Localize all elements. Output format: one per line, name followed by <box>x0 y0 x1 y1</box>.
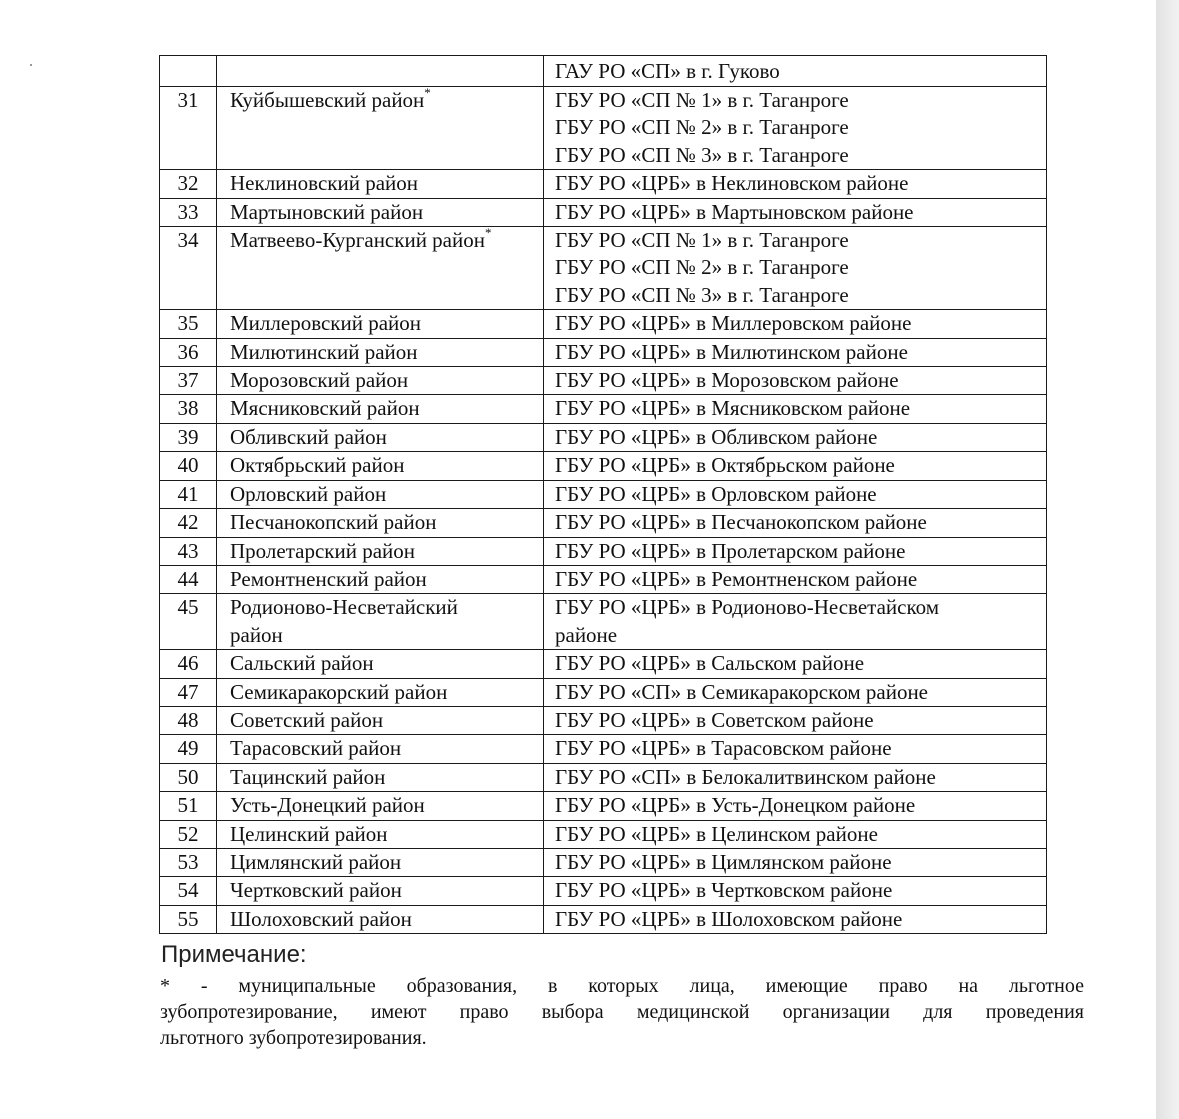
organization-name: ГБУ РО «ЦРБ» в Песчанокопском районе <box>555 510 927 535</box>
organization-name: ГБУ РО «ЦРБ» в Миллеровском районе <box>555 311 912 336</box>
district-name: Пролетарский район <box>230 538 415 563</box>
district-cell <box>217 537 544 565</box>
district-cell <box>217 820 544 848</box>
organization-cell <box>544 367 1047 395</box>
district-name: Советский район <box>230 707 384 732</box>
district-name: Чертковский район <box>230 878 402 903</box>
district-cell <box>217 594 544 650</box>
table-row <box>160 877 1047 905</box>
table-row <box>160 565 1047 593</box>
organization-cell <box>544 565 1047 593</box>
district-name: Ремонтненский район <box>230 566 427 591</box>
organization-name: ГБУ РО «ЦРБ» в Обливском районе <box>555 424 878 449</box>
district-cell <box>217 338 544 366</box>
district-cell <box>217 905 544 933</box>
table-row <box>160 227 1047 310</box>
row-number: 37 <box>160 367 217 395</box>
row-number: 43 <box>160 537 217 565</box>
table-row <box>160 452 1047 480</box>
table-row <box>160 650 1047 678</box>
organization-name: ГБУ РО «ЦРБ» в Октябрьском районе <box>555 453 895 478</box>
district-name: Тарасовский район <box>230 736 402 761</box>
footnote-asterisk: * <box>484 226 492 241</box>
row-number: 31 <box>160 87 217 170</box>
organization-cell <box>544 395 1047 423</box>
organization-name: ГБУ РО «ЦРБ» в Неклиновском районе <box>555 171 909 196</box>
district-name: Орловский район <box>230 481 387 506</box>
district-cell <box>217 198 544 226</box>
district-name: Тацинский район <box>230 764 386 789</box>
organization-name: ГБУ РО «ЦРБ» в Цимлянском районе <box>555 849 892 874</box>
district-cell <box>217 452 544 480</box>
organization-cell <box>544 537 1047 565</box>
district-cell <box>217 565 544 593</box>
table-row <box>160 56 1047 87</box>
organization-name: ГБУ РО «СП» в Белокалитвинском районе <box>555 764 936 789</box>
table-row <box>160 594 1047 650</box>
table-row <box>160 423 1047 451</box>
organization-cell <box>544 452 1047 480</box>
row-number: 54 <box>160 877 217 905</box>
organization-name: ГБУ РО «ЦРБ» в Орловском районе <box>555 481 877 506</box>
district-cell <box>217 678 544 706</box>
organization-name: ГБУ РО «СП № 2» в г. Таганроге <box>555 115 849 140</box>
district-name: Октябрьский район <box>230 453 405 478</box>
organization-name: ГБУ РО «СП № 1» в г. Таганроге <box>555 228 849 253</box>
district-name: Матвеево-Курганский район <box>230 228 485 253</box>
district-name-line: Родионово-Несветайский <box>230 595 458 620</box>
note-line: льготного зубопротезирования. <box>160 1027 427 1049</box>
organization-cell <box>544 87 1047 170</box>
note-text <box>160 973 1084 1051</box>
organization-name: ГБУ РО «ЦРБ» в Морозовском районе <box>555 368 899 393</box>
district-cell <box>217 877 544 905</box>
district-name: Цимлянский район <box>230 849 402 874</box>
organization-cell <box>544 678 1047 706</box>
district-name: Песчанокопский район <box>230 510 437 535</box>
row-number: 35 <box>160 310 217 338</box>
district-cell <box>217 763 544 791</box>
district-cell <box>217 480 544 508</box>
district-name: Куйбышевский район <box>230 88 425 112</box>
row-number: 45 <box>160 594 217 650</box>
row-number: 36 <box>160 338 217 366</box>
organization-name: ГБУ РО «ЦРБ» в Чертковском районе <box>555 878 893 903</box>
table-row <box>160 170 1047 198</box>
row-number: 51 <box>160 792 217 820</box>
district-name-line: район <box>230 622 283 647</box>
row-number: 46 <box>160 650 217 678</box>
row-number: 38 <box>160 395 217 423</box>
organization-cell <box>544 338 1047 366</box>
organization-name: ГБУ РО «СП № 2» в г. Таганроге <box>555 255 849 280</box>
district-cell <box>217 509 544 537</box>
table-row <box>160 480 1047 508</box>
organization-name: ГБУ РО «ЦРБ» в Мясниковском районе <box>555 396 911 421</box>
organization-cell <box>544 763 1047 791</box>
row-number: 32 <box>160 170 217 198</box>
table-row <box>160 678 1047 706</box>
district-name: Обливский район <box>230 424 387 449</box>
district-cell <box>217 395 544 423</box>
organization-name: ГБУ РО «СП № 1» в г. Таганроге <box>555 88 849 112</box>
district-name: Мартыновский район <box>230 199 424 224</box>
footnote-asterisk: * <box>424 86 431 100</box>
table-row <box>160 763 1047 791</box>
district-cell <box>217 423 544 451</box>
table-row <box>160 735 1047 763</box>
note-line: зубопротезирование, имеют право выбора медицинской организации для проведения <box>160 1001 1084 1023</box>
row-number: 52 <box>160 820 217 848</box>
organization-cell <box>544 650 1047 678</box>
organization-cell <box>544 820 1047 848</box>
organization-cell <box>544 480 1047 508</box>
page-edge <box>1156 0 1179 1119</box>
district-cell <box>217 848 544 876</box>
row-number: 44 <box>160 565 217 593</box>
organization-name: ГБУ РО «ЦРБ» в Тарасовском районе <box>555 736 892 761</box>
note-title: Примечание: <box>161 941 307 968</box>
district-name: Семикаракорский район <box>230 679 448 704</box>
organization-name: ГБУ РО «ЦРБ» в Сальском районе <box>555 651 865 676</box>
row-number: 53 <box>160 848 217 876</box>
table-row <box>160 367 1047 395</box>
district-name: Миллеровский район <box>230 311 422 336</box>
table-row <box>160 395 1047 423</box>
district-cell <box>217 650 544 678</box>
organization-cell <box>544 905 1047 933</box>
organization-name: ГАУ РО «СП» в г. Гуково <box>555 59 780 83</box>
district-cell <box>217 170 544 198</box>
district-cell <box>217 56 544 87</box>
organization-cell <box>544 848 1047 876</box>
district-cell <box>217 706 544 734</box>
organization-name: ГБУ РО «ЦРБ» в Усть-Донецком районе <box>555 793 916 818</box>
organization-name: ГБУ РО «ЦРБ» в Советском районе <box>555 707 874 732</box>
district-name: Морозовский район <box>230 368 409 393</box>
district-name: Мясниковский район <box>230 396 420 421</box>
organization-name: ГБУ РО «ЦРБ» в Пролетарском районе <box>555 538 906 563</box>
organization-cell <box>544 310 1047 338</box>
district-name: Неклиновский район <box>230 171 418 196</box>
organization-cell <box>544 170 1047 198</box>
district-name: Целинский район <box>230 821 388 846</box>
row-number: 50 <box>160 763 217 791</box>
row-number: 34 <box>160 227 217 310</box>
table-row <box>160 820 1047 848</box>
organization-cell <box>544 198 1047 226</box>
organization-name: ГБУ РО «СП № 3» в г. Таганроге <box>555 282 849 307</box>
row-number: 40 <box>160 452 217 480</box>
organization-cell <box>544 56 1047 87</box>
table-row <box>160 706 1047 734</box>
row-number <box>160 56 217 87</box>
table-row <box>160 848 1047 876</box>
organization-name: ГБУ РО «ЦРБ» в Шолоховском районе <box>555 906 903 931</box>
organization-name: районе <box>555 622 618 647</box>
organization-cell <box>544 227 1047 310</box>
organization-cell <box>544 594 1047 650</box>
row-number: 41 <box>160 480 217 508</box>
row-number: 49 <box>160 735 217 763</box>
organization-cell <box>544 735 1047 763</box>
organization-name: ГБУ РО «ЦРБ» в Мартыновском районе <box>555 199 914 224</box>
note-line: * - муниципальные образования, в которых лица, имеющие право на льготное <box>160 975 1084 997</box>
table-row <box>160 905 1047 933</box>
row-number: 33 <box>160 198 217 226</box>
table-row <box>160 338 1047 366</box>
district-name: Шолоховский район <box>230 906 412 931</box>
organization-cell <box>544 706 1047 734</box>
row-number: 42 <box>160 509 217 537</box>
district-cell <box>217 792 544 820</box>
table-row <box>160 792 1047 820</box>
district-cell <box>217 735 544 763</box>
organization-cell <box>544 792 1047 820</box>
organization-name: ГБУ РО «СП» в Семикаракорском районе <box>555 679 929 704</box>
district-clinic-table <box>159 55 1047 934</box>
organization-cell <box>544 509 1047 537</box>
organization-cell <box>544 423 1047 451</box>
table-row <box>160 198 1047 226</box>
row-number: 47 <box>160 678 217 706</box>
table-row <box>160 537 1047 565</box>
district-cell <box>217 87 544 170</box>
organization-name: ГБУ РО «ЦРБ» в Милютинском районе <box>555 339 908 364</box>
organization-cell <box>544 877 1047 905</box>
organization-name: ГБУ РО «ЦРБ» в Родионово-Несветайском <box>555 595 940 620</box>
table-row <box>160 509 1047 537</box>
row-number: 55 <box>160 905 217 933</box>
organization-name: ГБУ РО «ЦРБ» в Ремонтненском районе <box>555 566 918 591</box>
district-name: Милютинский район <box>230 339 418 364</box>
table-row <box>160 310 1047 338</box>
district-name: Усть-Донецкий район <box>230 793 425 818</box>
district-cell <box>217 310 544 338</box>
row-number: 39 <box>160 423 217 451</box>
organization-name: ГБУ РО «ЦРБ» в Целинском районе <box>555 821 878 846</box>
district-cell <box>217 227 544 310</box>
organization-name: ГБУ РО «СП № 3» в г. Таганроге <box>555 142 849 167</box>
district-cell <box>217 367 544 395</box>
scan-speck <box>30 64 32 66</box>
district-name: Сальский район <box>230 651 374 676</box>
table-row <box>160 87 1047 170</box>
row-number: 48 <box>160 706 217 734</box>
